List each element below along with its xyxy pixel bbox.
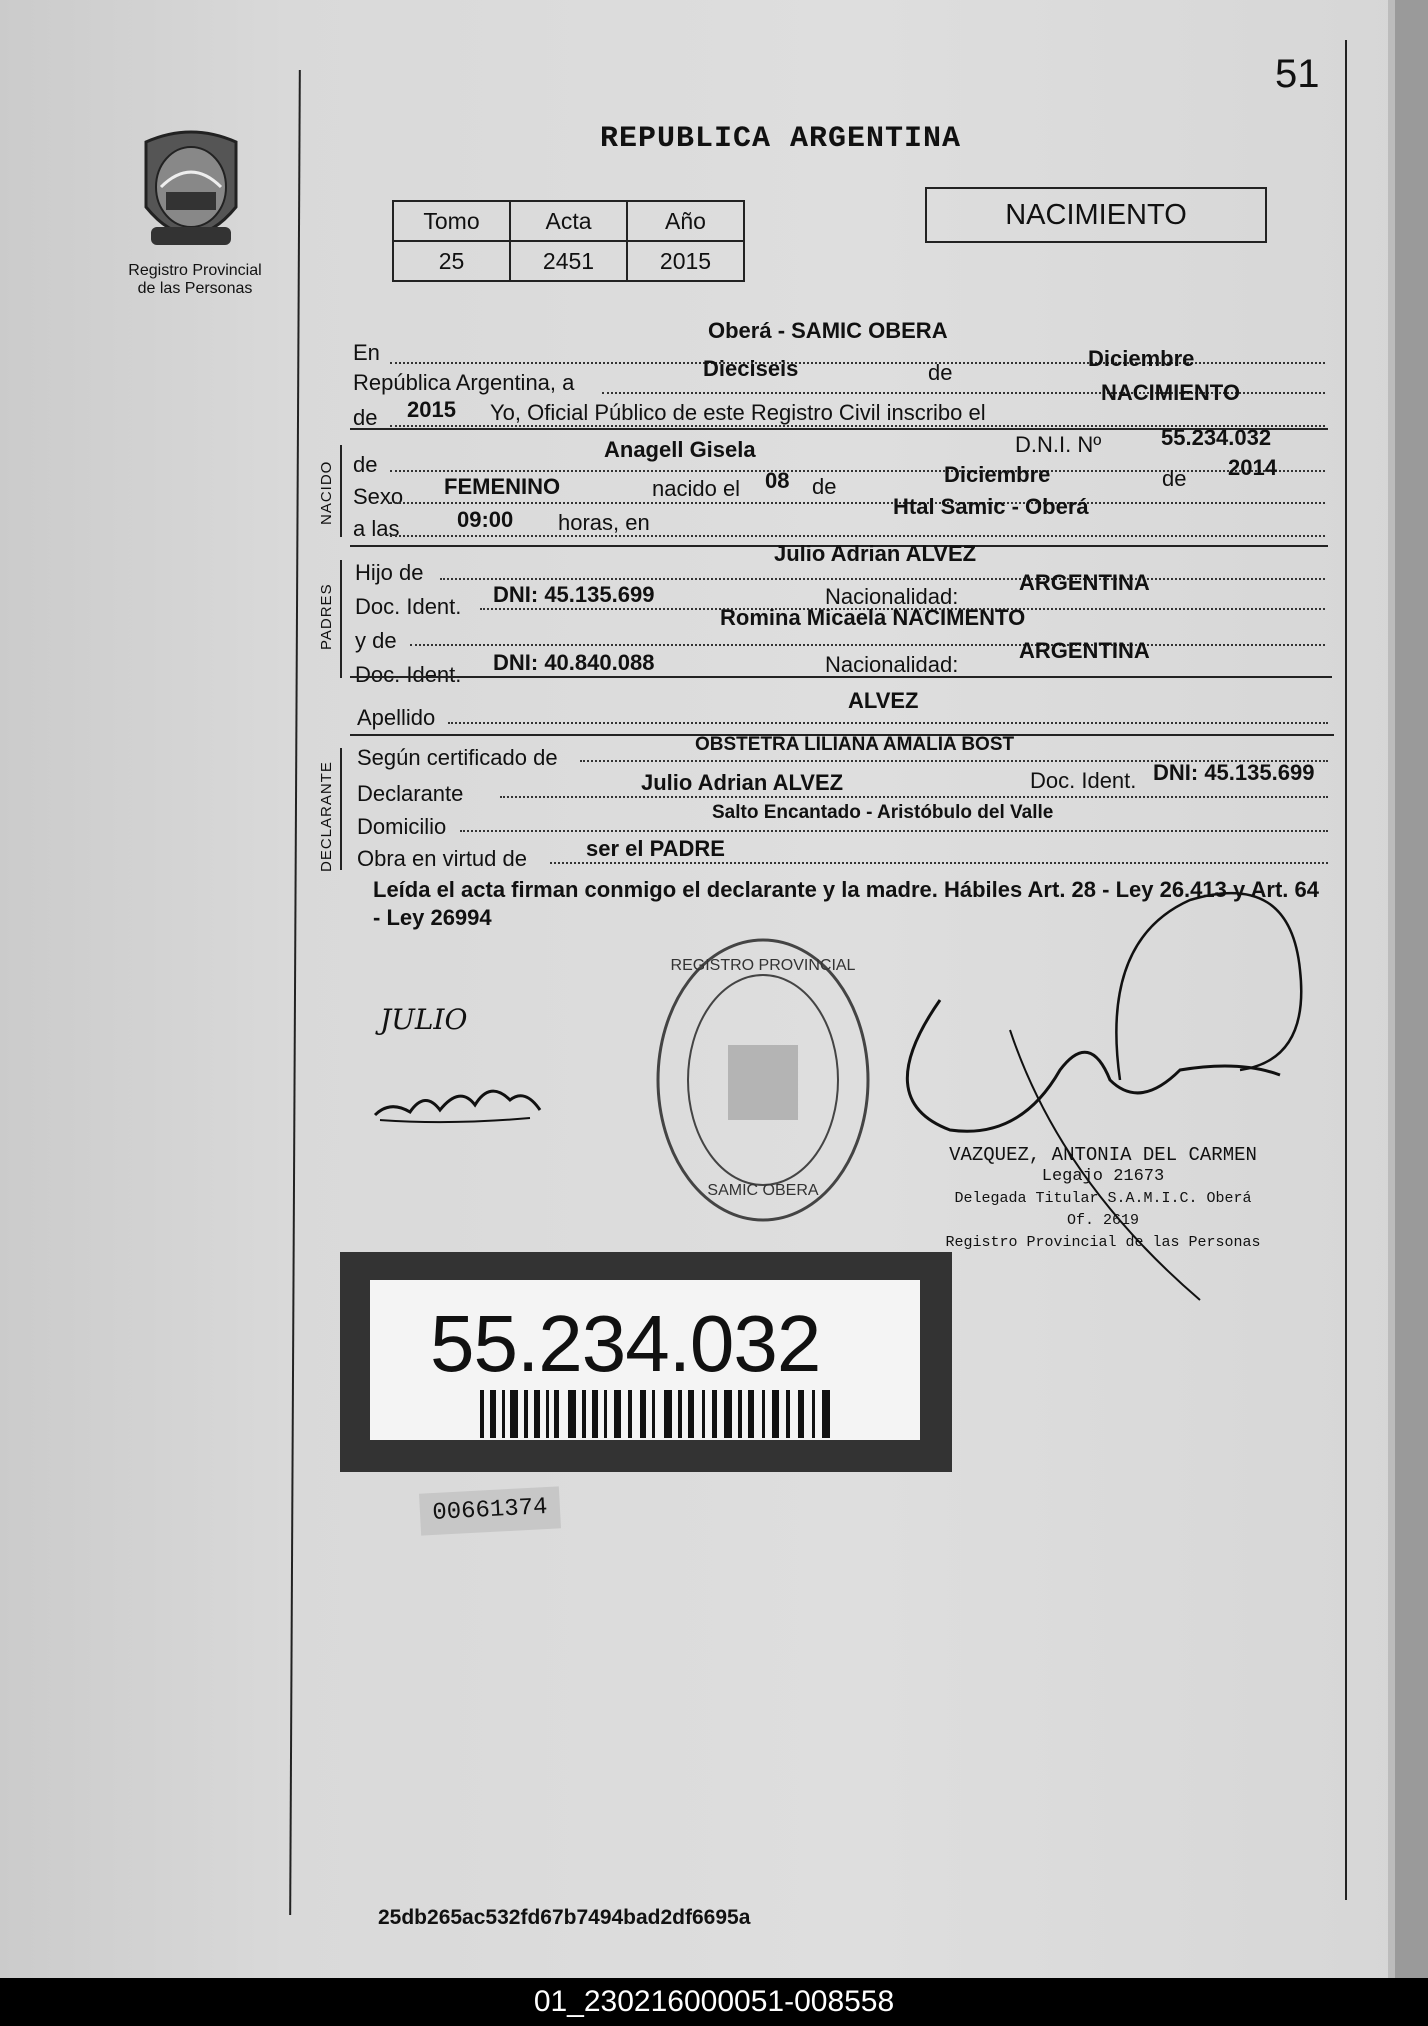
label-horas-en: horas, en [558, 510, 650, 535]
label-de-mes: de [812, 474, 837, 499]
official-cargo: Delegada Titular S.A.M.I.C. Oberá Of. 2619 [954, 1190, 1252, 1229]
label-nacido-el: nacido el [652, 476, 741, 501]
label-nacionalidad2: Nacionalidad: [825, 652, 959, 677]
document-hash: 25db265ac532fd67b7494bad2df6695a [378, 1906, 751, 1929]
official-org: Registro Provincial de las Personas [945, 1234, 1261, 1251]
legal-text: Leída el acta firman conmigo el declarante y la madre. Hábiles Art. 28 - Ley 26.413 y Art. 64 - Ley 26994 [373, 877, 1319, 930]
side-label-declarante: DECLARANTE [318, 761, 335, 872]
dotted-line [500, 796, 1328, 798]
official-seal-icon [648, 930, 878, 1230]
dotted-line [440, 578, 1325, 580]
label-nacionalidad: Nacionalidad: [825, 584, 959, 609]
misiones-shield-icon [136, 122, 246, 257]
value-sexo: FEMENINO [444, 474, 561, 499]
value-dia: Dieciseis [703, 356, 799, 381]
value-mes: Diciembre [1088, 346, 1195, 371]
label-declarante: Declarante [357, 781, 464, 806]
barcode-sticker [340, 1252, 952, 1472]
nacido-bracket [340, 445, 342, 537]
barcode-label [370, 1280, 920, 1440]
label-doc-ident3: Doc. Ident. [1030, 768, 1137, 793]
dotted-line [390, 502, 1325, 504]
official-legajo: Legajo 21673 [1041, 1167, 1165, 1186]
signature-block [938, 1144, 1268, 1254]
declarante-signature-icon [370, 1070, 545, 1140]
acta-value: 2451 [510, 241, 627, 281]
label-de2: de [353, 405, 378, 430]
label-de-name: de [353, 452, 378, 477]
value-lugar: Oberá - SAMIC OBERA [708, 318, 948, 343]
label-yo-oficial: Yo, Oficial Público de este Registro Civil inscribo el [490, 400, 986, 425]
left-margin-line [289, 70, 301, 1915]
value-declarante: Julio Adrian ALVEZ [641, 770, 844, 795]
value-anio: 2015 [407, 397, 456, 422]
side-label-padres: PADRES [318, 583, 335, 650]
value-padre-dni: DNI: 45.135.699 [493, 582, 655, 607]
value-nac-anio: 2014 [1228, 455, 1277, 480]
logo-caption-line2: de las Personas [137, 280, 253, 297]
svg-text:REGISTRO PROVINCIAL: REGISTRO PROVINCIAL [670, 957, 856, 974]
declarante-bracket [340, 748, 342, 870]
value-madre: Romina Micaela NACIMENTO [720, 605, 1026, 630]
page-edge [1388, 0, 1395, 1978]
value-nac-dia: 08 [765, 468, 790, 493]
document-type-box: NACIMIENTO [925, 187, 1267, 243]
acta-label: Acta [510, 201, 627, 241]
side-label-nacido: NACIDO [318, 460, 335, 525]
registry-logo-caption [110, 262, 280, 298]
label-de: de [928, 360, 953, 385]
barcode-number: 55.234.032 [430, 1299, 821, 1388]
label-doc-ident: Doc. Ident. [355, 594, 462, 619]
value-padre: Julio Adrian ALVEZ [774, 541, 977, 566]
handwritten-name: JULIO [380, 1003, 468, 1036]
dotted-line [390, 535, 1325, 537]
label-obra: Obra en virtud de [357, 846, 527, 871]
value-domicilio: Salto Encantado - Aristóbulo del Valle [712, 802, 1054, 823]
value-padre-nac: ARGENTINA [1019, 570, 1150, 595]
anio-label: Año [627, 201, 744, 241]
label-segun: Según certificado de [357, 745, 558, 770]
value-declarante-dni: DNI: 45.135.699 [1153, 760, 1315, 785]
anio-value: 2015 [627, 241, 744, 281]
value-dni: 55.234.032 [1161, 425, 1272, 450]
value-madre-nac: ARGENTINA [1019, 638, 1150, 663]
value-obra: ser el PADRE [586, 836, 725, 861]
tomo-value: 25 [393, 241, 510, 281]
label-y-de: y de [355, 628, 397, 653]
label-sexo: Sexo [353, 484, 404, 509]
registry-table [392, 200, 745, 282]
logo-caption-line1: Registro Provincial [128, 262, 262, 279]
label-de-anio: de [1162, 466, 1187, 491]
label-en: En [353, 340, 380, 365]
tomo-label: Tomo [393, 201, 510, 241]
label-apellido: Apellido [357, 705, 436, 730]
dotted-line [448, 722, 1328, 724]
barcode-icon [480, 1390, 840, 1438]
label-doc-ident2: Doc. Ident. [355, 662, 462, 687]
value-nombre: Anagell Gisela [604, 437, 756, 462]
dotted-line [410, 644, 1325, 646]
value-lugar-nac: Htal Samic - Oberá [893, 494, 1089, 519]
label-republica: República Argentina, a [353, 370, 575, 395]
footer-id: 01_230216000051-008558 [0, 1978, 1428, 2026]
value-nac-mes: Diciembre [944, 462, 1051, 487]
value-certificado: OBSTETRA LILIANA AMALIA BOST [695, 734, 1015, 755]
document-title: REPUBLICA ARGENTINA [600, 122, 962, 156]
official-name: VAZQUEZ, ANTONIA DEL CARMEN [949, 1144, 1257, 1166]
page-edge-dark [1395, 0, 1428, 1978]
label-dni-no: D.N.I. Nº [1015, 432, 1102, 457]
value-acto: NACIMIENTO [1101, 380, 1240, 405]
stamp-number: 00661374 [419, 1486, 561, 1535]
section-divider [350, 676, 1332, 678]
value-hora: 09:00 [457, 507, 514, 532]
dotted-line [460, 830, 1328, 832]
page-number: 51 [1275, 52, 1320, 96]
dotted-line [550, 862, 1328, 864]
value-madre-dni: DNI: 40.840.088 [493, 650, 655, 675]
label-hijo-de: Hijo de [355, 560, 424, 585]
label-a-las: a las [353, 516, 400, 541]
svg-text:SAMIC OBERA: SAMIC OBERA [707, 1182, 819, 1199]
label-domicilio: Domicilio [357, 814, 447, 839]
value-apellido: ALVEZ [848, 688, 919, 713]
padres-bracket [340, 560, 342, 678]
